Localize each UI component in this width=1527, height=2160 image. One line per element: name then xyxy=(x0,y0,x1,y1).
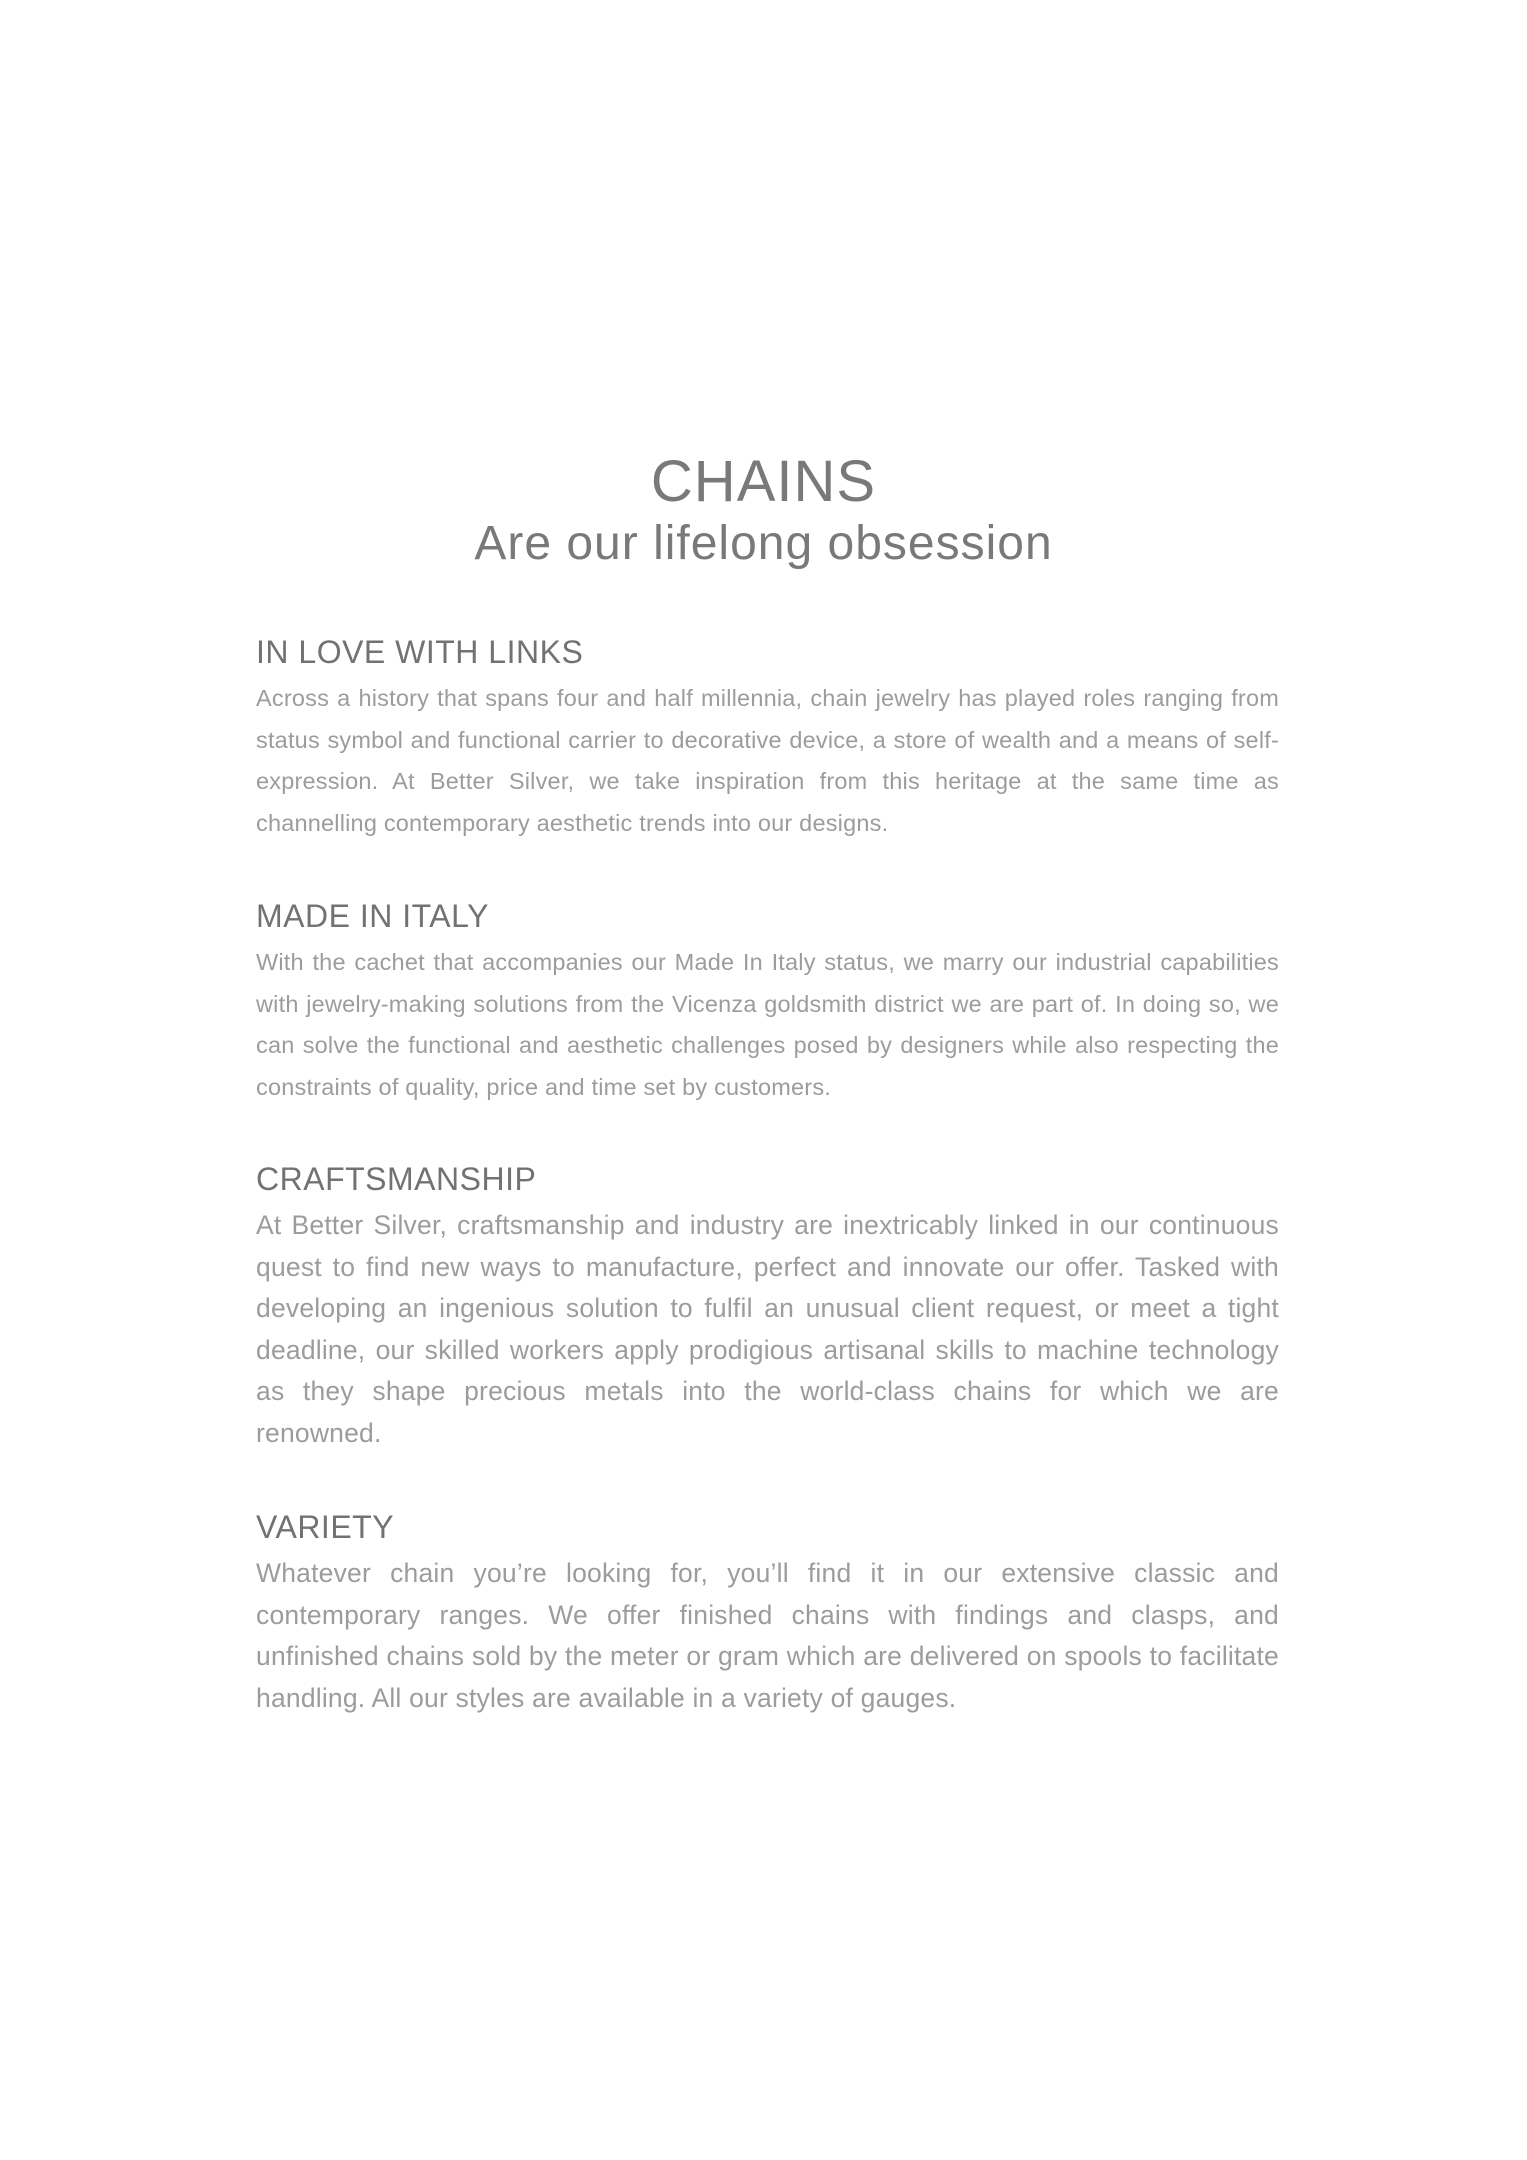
section-heading: MADE IN ITALY xyxy=(256,898,489,934)
section-heading: CRAFTSMANSHIP xyxy=(256,1161,537,1197)
section-heading: VARIETY xyxy=(256,1509,395,1545)
title-block xyxy=(0,448,1527,572)
section-made-in-italy xyxy=(256,896,1279,1108)
section-body: Whatever chain you’re looking for, you’ll find it in our extensive classic and contemporary ranges. We offer finished chains with findings and clasps, and unfinished chains sold by the meter or gram which are delivered on spools to facilitate handling. All our styles are available in a variety of gauges. xyxy=(256,1558,1279,1713)
section-heading: IN LOVE WITH LINKS xyxy=(256,634,584,670)
page-subtitle: Are our lifelong obsession xyxy=(474,517,1053,570)
section-body: Across a history that spans four and half millennia, chain jewelry has played roles ranging from status symbol and functional carrier to decorative device, a store of wealth and a means of self-expression. At Better Silver, we take inspiration from this heritage at the same time as channelling contemporary aesthetic trends into our designs. xyxy=(256,685,1279,836)
section-craftsmanship xyxy=(256,1159,1279,1454)
section-variety xyxy=(256,1507,1279,1719)
section-body: At Better Silver, craftsmanship and industry are inextricably linked in our continuous quest to find new ways to manufacture, perfect and innovate our offer. Tasked with developing an ingenious solution to fulfil an unusual client request, or meet a tight deadline, our skilled workers apply prodigious artisanal skills to machine technology as they shape precious metals into the world-class chains for which we are renowned. xyxy=(256,1210,1279,1448)
section-body: With the cachet that accompanies our Made In Italy status, we marry our industrial capabilities with jewelry-making solutions from the Vicenza goldsmith district we are part of. In doing so, we can solve the functional and aesthetic challenges posed by designers while also respecting the constraints of quality, price and time set by customers. xyxy=(256,949,1279,1100)
page-title: CHAINS xyxy=(650,449,877,514)
section-in-love-with-links xyxy=(256,632,1279,844)
